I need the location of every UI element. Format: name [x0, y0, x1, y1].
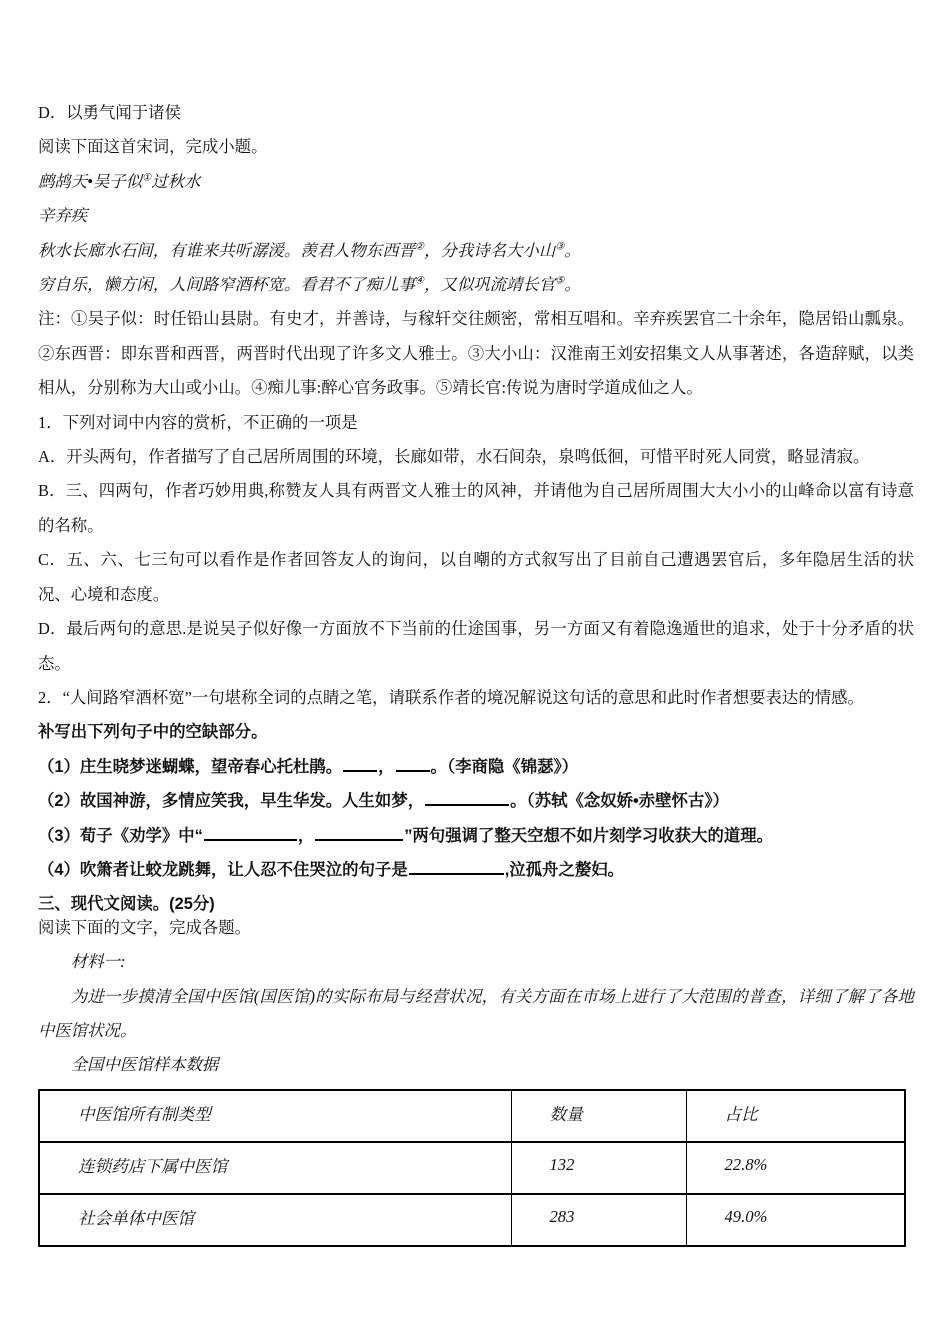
question-1-stem: 1．下列对词中内容的赏析，不正确的一项是 [38, 412, 358, 432]
poem-line-1-text: 秋水长廊水石间，有谁来共听潺湲。羡君人物东西晋 [38, 240, 415, 260]
sample-data-table-wrap [38, 1089, 914, 1247]
dictation-item-1-mid: ， [378, 757, 395, 776]
poem-intro: 阅读下面这首宋词，完成小题。 [38, 137, 268, 157]
question-1-option-d: D．最后两句的意思.是说吴子似好像一方面放不下当前的仕途国事，另一方面又有着隐逸遁世的追求，处于十分矛盾的状态。 [38, 619, 914, 673]
note-ref-2: ② [414, 241, 425, 253]
dictation-item-2 [38, 784, 914, 818]
poem-line-2-end: 。 [564, 275, 581, 295]
answer-blank [409, 869, 504, 875]
note-ref-5: ⑤ [555, 275, 565, 287]
dictation-item-3-mid: ， [297, 826, 315, 845]
poem-title [38, 165, 914, 199]
dictation-item-2-post: 。（苏轼《念奴娇•赤壁怀古》） [510, 792, 729, 811]
dictation-item-4 [38, 853, 914, 887]
question-1-option-c: C．五、六、七三句可以看作是作者回答友人的询问，以自嘲的方式叙写出了目前自己遭遇罢官后，多年隐居生活的状况、心境和态度。 [38, 550, 914, 604]
answer-blank [204, 835, 297, 841]
dictation-item-2-pre: （2）故国神游，多情应笑我，早生华发。人生如梦， [38, 792, 425, 811]
table-header-share: 占比 [686, 1090, 905, 1142]
table-cell-share: 49.0% [686, 1194, 905, 1246]
answer-blank [396, 766, 430, 772]
table-cell-count: 132 [511, 1142, 686, 1194]
table-cell-count: 283 [511, 1194, 686, 1246]
dictation-item-3 [38, 819, 914, 853]
dictation-item-3-post: ”两句强调了整天空想不如片刻学习收获大的道理。 [404, 826, 774, 845]
poem-notes: 注：①吴子似：时任铅山县尉。有史才，并善诗，与稼轩交往颇密，常相互唱和。辛弃疾罢官二十余年，隐居铅山瓢泉。②东西晋：即东晋和西晋，两晋时代出现了许多文人雅士。③大小山：汉淮南王刘安招集文人从事著述，各造辞赋，以类相从，分别称为大山或小山。④痴儿事:醉心官务政事。⑤靖长官:传说为唐时学道成仙之人。 [38, 309, 914, 398]
question-2: 2．“人间路窄酒杯宽”一句堪称全词的点睛之笔，请联系作者的境况解说这句话的意思和此时作者想要表达的情感。 [38, 687, 864, 707]
table-cell-type: 连锁药店下属中医馆 [39, 1142, 511, 1194]
dictation-item-1 [38, 750, 914, 784]
sample-data-table [38, 1089, 906, 1247]
modern-reading-intro: 阅读下面的文字，完成各题。 [38, 917, 252, 937]
answer-blank [425, 800, 509, 806]
note-ref-1: ① [142, 172, 152, 184]
table-header-type: 中医馆所有制类型 [39, 1090, 511, 1142]
poem-author: 辛弃疾 [38, 206, 88, 226]
table-caption: 全国中医馆样本数据 [70, 1055, 219, 1075]
previous-question-option-d: D．以勇气闻于诸侯 [38, 103, 181, 122]
table-header-row [39, 1090, 905, 1142]
table-cell-share: 22.8% [686, 1142, 905, 1194]
poem-line-2-text: 穷自乐，懒方闲，人间路窄酒杯宽。看君不了痴儿事 [38, 275, 415, 295]
answer-blank [343, 766, 377, 772]
material-1-paragraph: 为进一步摸清全国中医馆(国医馆)的实际布局与经营状况，有关方面在市场上进行了大范围的普查，详细了解了各地中医馆状况。 [38, 986, 914, 1040]
dictation-heading: 补写出下列句子中的空缺部分。 [38, 723, 268, 742]
dictation-item-3-pre: （3）荀子《劝学》中“ [38, 826, 203, 845]
dictation-item-1-pre: （1）庄生晓梦迷蝴蝶，望帝春心托杜鹃。 [38, 757, 343, 776]
dictation-item-4-pre: （4）吹箫者让蛟龙跳舞，让人忍不住哭泣的句子是 [38, 860, 408, 879]
table-header-count: 数量 [511, 1090, 686, 1142]
material-1-label: 材料一: [70, 952, 126, 972]
question-1-option-b: B．三、四两句，作者巧妙用典,称赞友人具有两晋文人雅士的风神，并请他为自己居所周围大大小小的山峰命以富有诗意的名称。 [38, 481, 914, 535]
poem-title-rest: 过秋水 [151, 171, 201, 191]
poem-line-1-end: 。 [564, 240, 581, 260]
poem-line-1-text-b: ，分我诗名大小山 [424, 240, 556, 260]
dictation-item-4-post: ,泣孤舟之嫠妇。 [504, 860, 625, 879]
poem-title-main: 鹧鸪天•吴子似 [38, 171, 143, 191]
poem-line-2 [38, 268, 914, 302]
table-cell-type: 社会单体中医馆 [39, 1194, 511, 1246]
section-heading-modern-reading: 三、现代文阅读。(25分) [38, 895, 215, 914]
poem-line-1 [38, 234, 914, 268]
dictation-item-1-post: 。（李商隐《锦瑟》） [430, 757, 579, 776]
question-1-option-a: A．开头两句，作者描写了自己居所周围的环境，长廊如带，水石间杂，泉鸣低徊，可惜平时死人同赏，略显清寂。 [38, 447, 870, 467]
answer-blank [315, 835, 403, 841]
table-row [39, 1194, 905, 1246]
table-row [39, 1142, 905, 1194]
note-ref-4: ④ [414, 275, 425, 287]
poem-line-2-text-b: ，又似巩流靖长官 [424, 275, 556, 295]
note-ref-3: ③ [555, 241, 565, 253]
